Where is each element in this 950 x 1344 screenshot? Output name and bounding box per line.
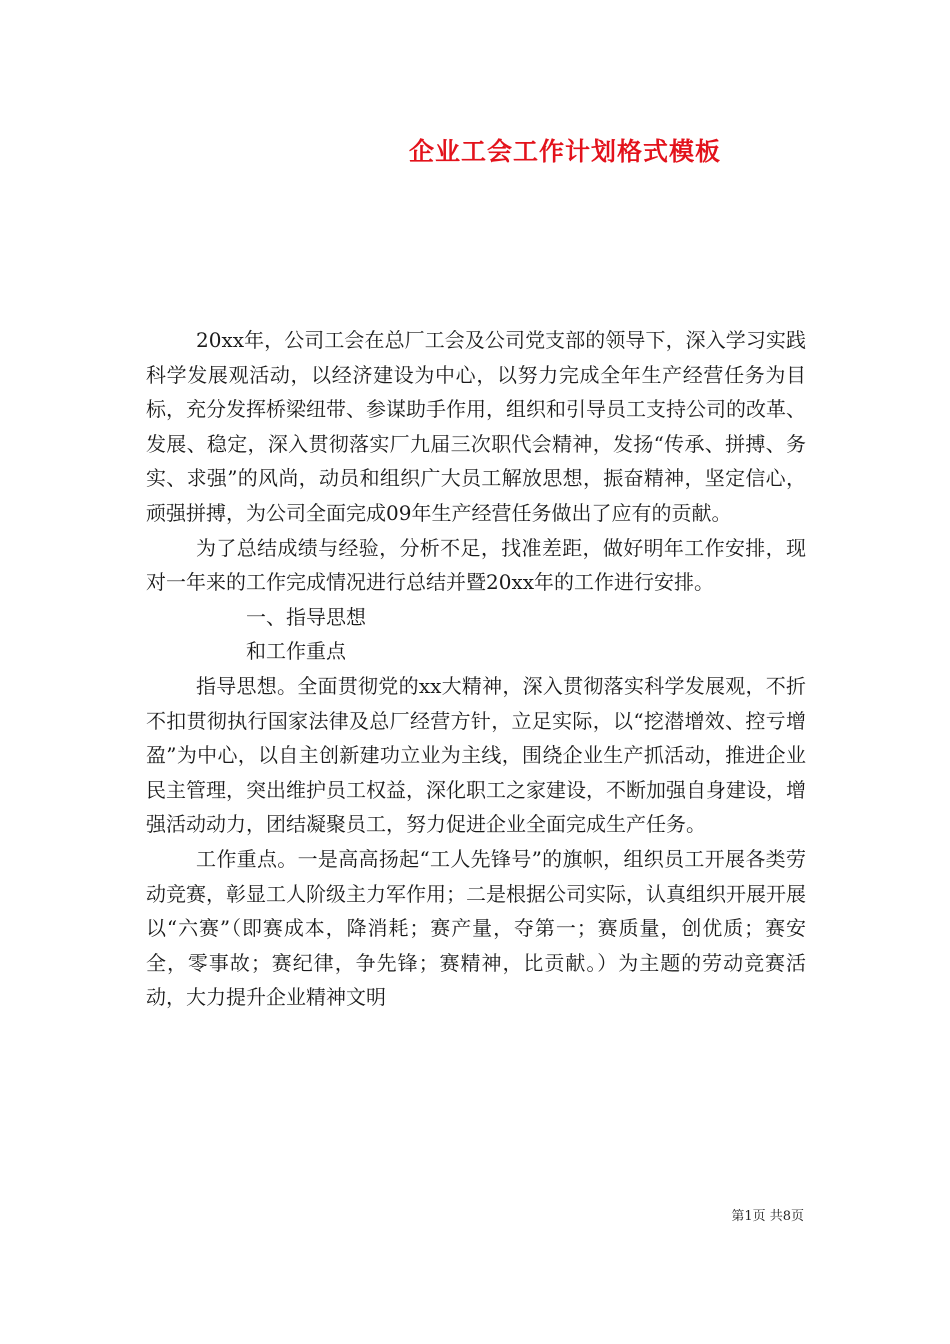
paragraph-summary-purpose: 为了总结成绩与经验，分析不足，找准差距，做好明年工作安排，现对一年来的工作完成情况进行总结并暨20xx年的工作进行安排。 [146, 535, 806, 595]
paragraph-work-focus: 工作重点。一是高高扬起“工人先锋号”的旗帜，组织员工开展各类劳动竞赛，彰显工人阶级主力军作用；二是根据公司实际，认真组织开展开展以“六赛”（即赛成本，降消耗；赛产量，夺第一；赛质量，创优质；赛安全，零事故；赛纪律，争先锋；赛精神，比贡献。）为主题的劳动竞赛活动，大力提升企业精神文明 [146, 846, 806, 1010]
paragraph-guiding-ideology: 指导思想。全面贯彻党的xx大精神，深入贯彻落实科学发展观，不折不扣贯彻执行国家法律及总厂经营方针，立足实际，以“挖潜增效、控亏增盈”为中心，以自主创新建功立业为主线，围绕企业生产抓活动，推进企业民主管理，突出维护员工权益，深化职工之家建设，不断加强自身建设，增强活动动力，团结凝聚员工，努力促进企业全面完成生产任务。 [146, 673, 806, 837]
section-heading-work-focus: 和工作重点 [246, 639, 346, 664]
paragraph-intro: 20xx年，公司工会在总厂工会及公司党支部的领导下，深入学习实践科学发展观活动，以经济建设为中心，以努力完成全年生产经营任务为目标，充分发挥桥梁纽带、参谋助手作用，组织和引导员工支持公司的改革、发展、稳定，深入贯彻落实厂九届三次职代会精神，发扬“传承、拼搏、务实、求强”的风尚，动员和组织广大员工解放思想，振奋精神，坚定信心，顽强拼搏，为公司全面完成09年生产经营任务做出了应有的贡献。 [146, 328, 806, 525]
document-title: 企业工会工作计划格式模板 [408, 137, 721, 166]
document-body [146, 323, 806, 1015]
section-heading-guiding-ideology: 一、指导思想 [246, 604, 366, 629]
page-number-footer: 第1页 共8页 [731, 1209, 804, 1224]
